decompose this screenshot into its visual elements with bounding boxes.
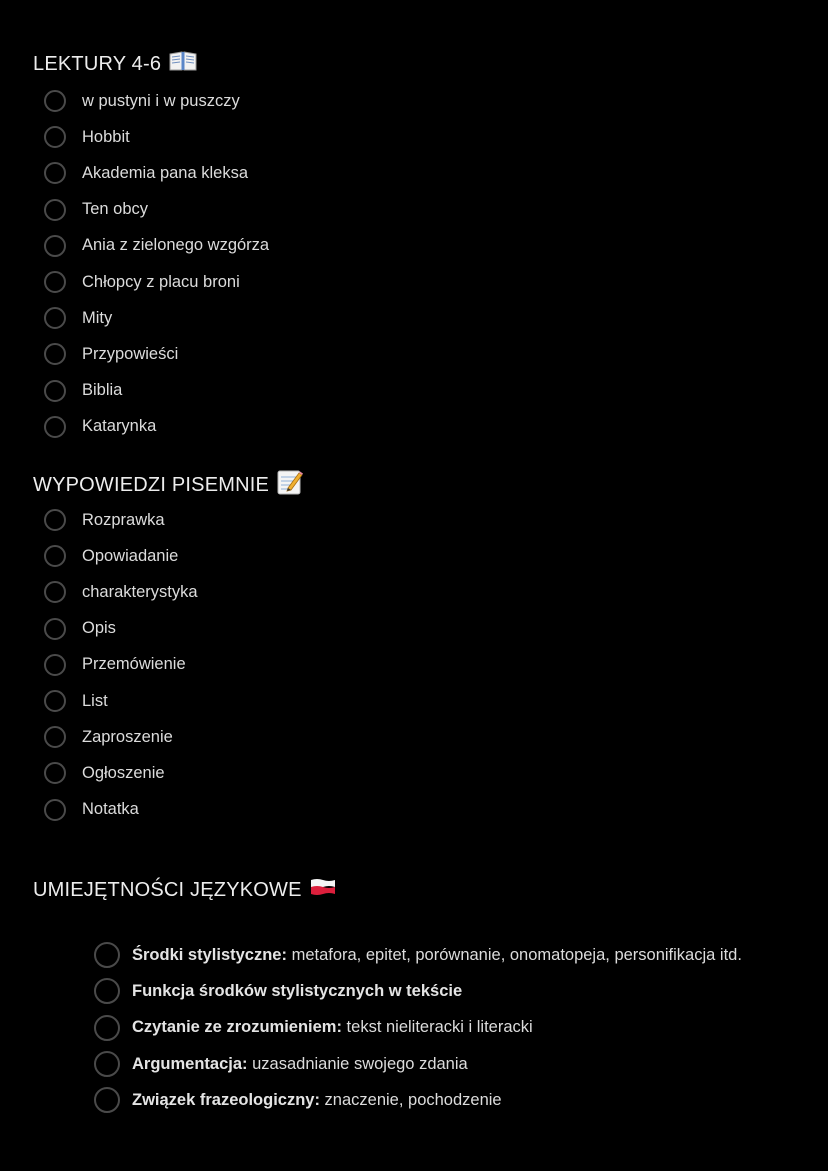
checkbox-circle[interactable]: [44, 726, 66, 748]
list-item-label: [132, 1055, 468, 1074]
list-item-label: Ogłoszenie: [82, 763, 165, 782]
list-item-label: [132, 1018, 533, 1037]
poland-flag-icon: [310, 877, 336, 903]
list-item-label: [132, 982, 462, 1001]
list-item-label: charakterystyka: [82, 582, 198, 601]
term-description: uzasadnianie swojego zdania: [247, 1054, 468, 1073]
list-item: [94, 973, 742, 1009]
checkbox-circle[interactable]: [94, 1087, 120, 1113]
list-item-label: List: [82, 691, 108, 710]
checkbox-circle[interactable]: [44, 618, 66, 640]
list-item: [44, 538, 198, 574]
checkbox-circle[interactable]: [94, 1015, 120, 1041]
section-title-umiejetnosci: [33, 877, 336, 903]
checkbox-circle[interactable]: [44, 380, 66, 402]
term-bold: Związek frazeologiczny:: [132, 1090, 320, 1109]
section-title-text: UMIEJĘTNOŚCI JĘZYKOWE: [33, 878, 302, 901]
checkbox-circle[interactable]: [94, 942, 120, 968]
list-item-label: Ten obcy: [82, 200, 149, 219]
checkbox-circle[interactable]: [44, 581, 66, 603]
list-item: [44, 755, 198, 791]
list-item: [94, 937, 742, 973]
checkbox-circle[interactable]: [44, 307, 66, 329]
list-item-label: Notatka: [82, 800, 139, 819]
section-title-text: WYPOWIEDZI PISEMNIE: [33, 473, 270, 496]
list-item-label: Zaproszenie: [82, 727, 173, 746]
list-item: [44, 409, 269, 445]
list-item-label: Hobbit: [82, 127, 130, 146]
list-item-label: [132, 946, 742, 965]
term-bold: Czytanie ze zrozumieniem:: [132, 1018, 342, 1037]
list-item: [44, 792, 198, 828]
list-item-label: Przypowieści: [82, 344, 179, 363]
checkbox-circle[interactable]: [44, 235, 66, 257]
list-item: [44, 373, 269, 409]
list-item: [44, 611, 198, 647]
list-item-label: [132, 1091, 502, 1110]
list-item: [94, 1082, 742, 1118]
term-description: tekst nieliteracki i literacki: [341, 1018, 533, 1037]
checkbox-circle[interactable]: [44, 416, 66, 438]
list-item: [44, 336, 269, 372]
checkbox-circle[interactable]: [44, 199, 66, 221]
checkbox-circle[interactable]: [44, 690, 66, 712]
list-item-label: Opowiadanie: [82, 546, 179, 565]
book-icon: [169, 50, 197, 78]
section-title-lektury: [33, 50, 197, 78]
checkbox-circle[interactable]: [44, 509, 66, 531]
list-item: [44, 719, 198, 755]
checkbox-circle[interactable]: [44, 799, 66, 821]
list-item-label: Przemówienie: [82, 655, 186, 674]
list-item: [44, 683, 198, 719]
checkbox-circle[interactable]: [44, 343, 66, 365]
list-item: [44, 300, 269, 336]
checkbox-circle[interactable]: [44, 126, 66, 148]
list-item: [44, 647, 198, 683]
checkbox-circle[interactable]: [44, 90, 66, 112]
list-item-label: Akademia pana kleksa: [82, 163, 249, 182]
list-item-label: Chłopcy z placu broni: [82, 272, 240, 291]
list-item-label: Mity: [82, 308, 113, 327]
list-item-label: w pustyni i w puszczy: [82, 91, 240, 110]
memo-icon: [277, 469, 303, 501]
list-item-label: Rozprawka: [82, 510, 165, 529]
list-item: [44, 574, 198, 610]
section-title-wypowiedzi: [33, 469, 303, 501]
checkbox-circle[interactable]: [44, 271, 66, 293]
list-item: [44, 119, 269, 155]
list-item: [44, 264, 269, 300]
list-item: [44, 228, 269, 264]
term-bold: Funkcja środków stylistycznych w tekście: [132, 981, 463, 1000]
checkbox-circle[interactable]: [44, 545, 66, 567]
checkbox-circle[interactable]: [44, 762, 66, 784]
checkbox-circle[interactable]: [44, 654, 66, 676]
list-item: [44, 192, 269, 228]
list-item: [44, 83, 269, 119]
list-item-label: Biblia: [82, 381, 123, 400]
term-description: metafora, epitet, porównanie, onomatopeja, personifikacja itd.: [286, 945, 742, 964]
list-item: [94, 1010, 742, 1046]
wypowiedzi-list: [44, 502, 198, 828]
checkbox-circle[interactable]: [44, 162, 66, 184]
term-bold: Argumentacja:: [132, 1054, 248, 1073]
list-item-label: Ania z zielonego wzgórza: [82, 236, 270, 255]
list-item: [94, 1046, 742, 1082]
list-item-label: Katarynka: [82, 417, 157, 436]
list-item: [44, 502, 198, 538]
term-description: znaczenie, pochodzenie: [319, 1090, 502, 1109]
term-bold: Środki stylistyczne:: [132, 945, 287, 964]
checkbox-circle[interactable]: [94, 978, 120, 1004]
checkbox-circle[interactable]: [94, 1051, 120, 1077]
lektury-list: [44, 83, 269, 445]
umiejetnosci-list: [94, 937, 742, 1118]
list-item-label: Opis: [82, 619, 116, 638]
list-item: [44, 155, 269, 191]
section-title-text: LEKTURY 4-6: [33, 52, 162, 75]
